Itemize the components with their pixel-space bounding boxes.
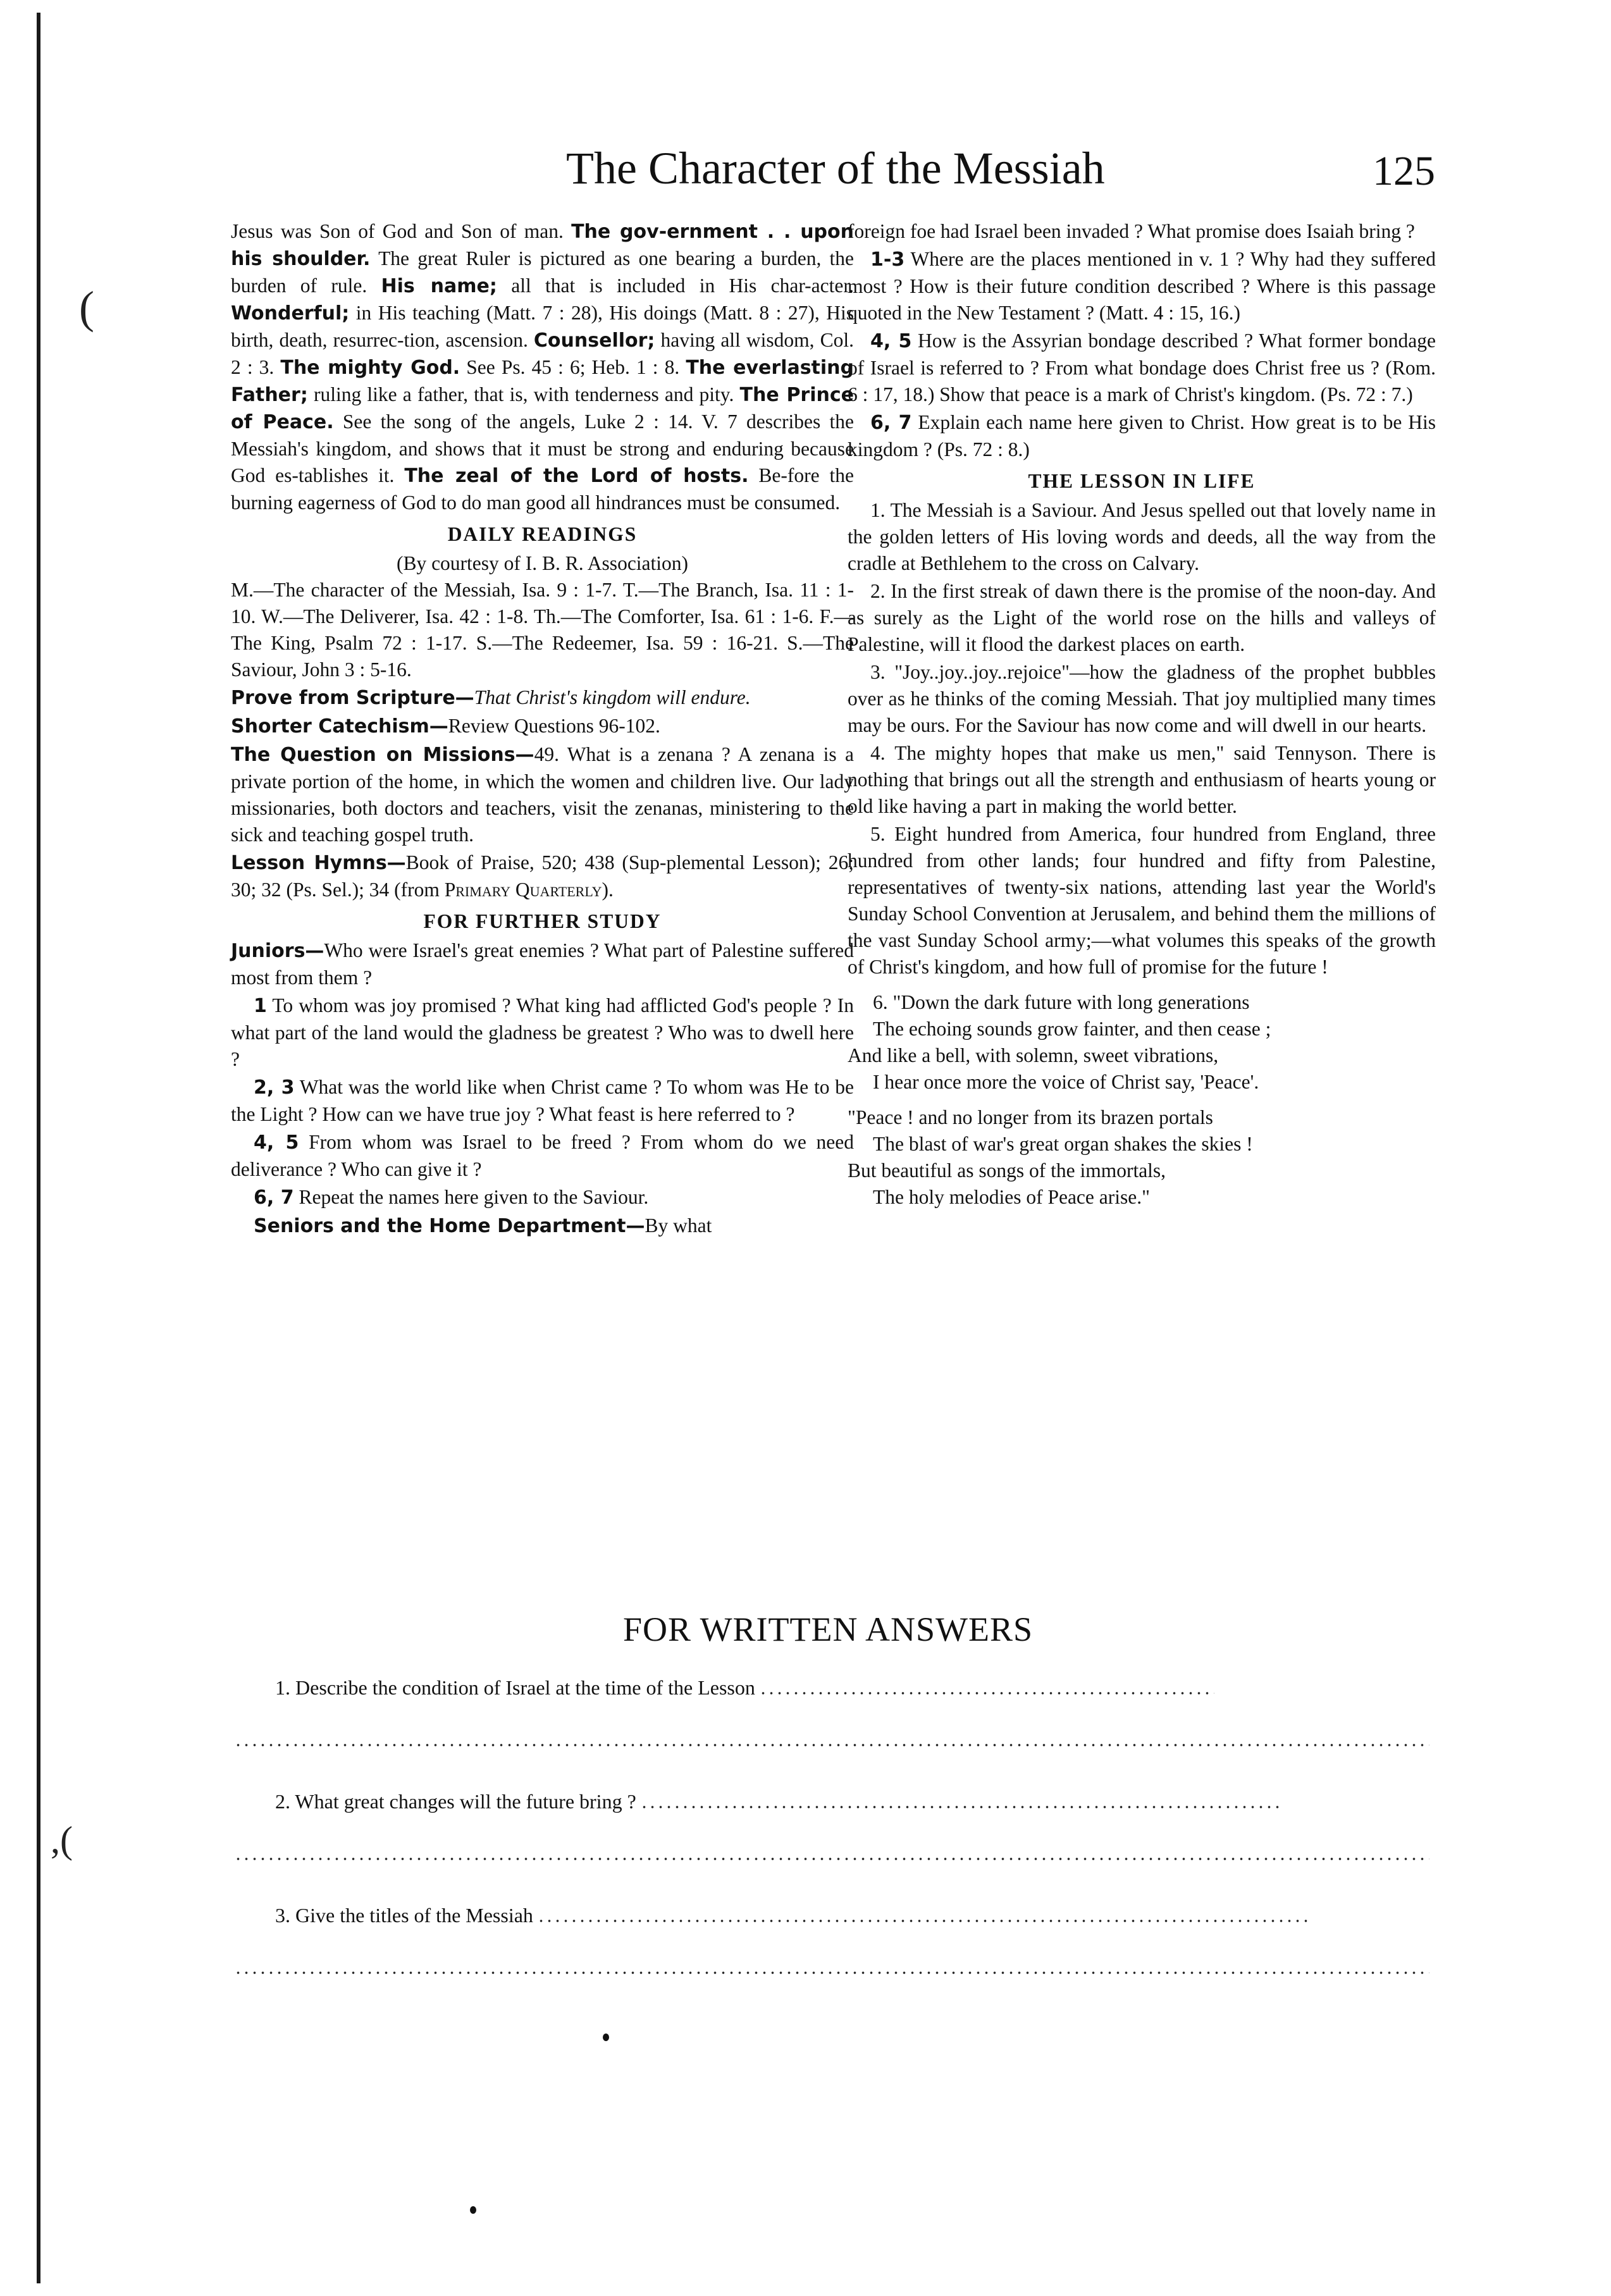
daily-readings-list: M.—The character of the Messiah, Isa. 9 : 1-7. T.—The Branch, Isa. 11 : 1-10. W.—The Deliverer, Isa. 42 : 1-8. Th.—The Comforter, Isa. 61 : 1-6. F.—The King, Psalm 72 : 1-17. S.—The Redeemer, Isa. 59 : 16-21. S.—The Saviour, John 3 : 5-16. <box>231 579 854 681</box>
poem <box>848 989 1436 1211</box>
answer-line-2[interactable] <box>234 1858 1429 1860</box>
senior-question: 6, 7 Explain each name here given to Christ. How great is to be His kingdom ? (Ps. 72 : 8.) <box>848 411 1436 460</box>
answer-line-1[interactable] <box>234 1744 1429 1746</box>
poem-line: And like a bell, with solemn, sweet vibrations, <box>848 1044 1219 1066</box>
page-number: 125 <box>1373 148 1435 194</box>
poem-line: I hear once more the voice of Christ say, 'Peace'. <box>873 1071 1259 1093</box>
prove-from-scripture: Prove from Scripture—That Christ's kingdom will endure. <box>231 686 751 709</box>
written-question-3: 3. Give the titles of the Messiah <box>275 1904 1309 1927</box>
poem-line: The echoing sounds grow fainter, and then cease ; <box>873 1018 1271 1040</box>
left-column <box>231 218 854 1241</box>
life-paragraph: 2. In the first streak of dawn there is the promise of the noon-day. And as surely as the Light of the world rose on the hills and valleys of Palestine, will it flood the darkest places on earth. <box>848 580 1436 655</box>
written-question-2: 2. What great changes will the future bring ? <box>275 1790 1279 1813</box>
ink-speck <box>470 2206 476 2214</box>
shorter-catechism: Shorter Catechism—Review Questions 96-102. <box>231 715 660 738</box>
junior-question: 1 To whom was joy promised ? What king had afflicted God's people ? In what part of the land would the gladness be greatest ? Who was to dwell here ? <box>231 994 854 1070</box>
junior-question: 2, 3 What was the world like when Christ came ? To whom was He to be the Light ? How can we have true joy ? What feast is here referred to ? <box>231 1076 855 1125</box>
left-margin-rule <box>37 13 40 2283</box>
written-answers-title: FOR WRITTEN ANSWERS <box>623 1610 1034 1648</box>
junior-question: 4, 5 From whom was Israel to be freed ? From whom do we need deliverance ? Who can give it ? <box>231 1131 855 1180</box>
poem-line: But beautiful as songs of the immortals, <box>848 1159 1166 1182</box>
life-paragraph: 4. The mighty hopes that make us men," said Tennyson. There is nothing that brings out all the strength and enthusiasm of hearts young or old like having a part in making the world better. <box>848 742 1436 817</box>
ink-speck <box>603 2034 609 2041</box>
question-on-missions: The Question on Missions—49. What is a zenana ? A zenana is a private portion of the home, in which the women and children live. Our lady missionaries, both doctors and teachers, visit the zenanas, ministering to the sick and teaching gospel truth. <box>231 743 854 846</box>
life-paragraph: 5. Eight hundred from America, four hundred from England, three hundred from other lands; four hundred and fifty from Palestine, representatives of twenty-six nations, attending last year the World's Sunday School Convention at Jerusalem, and behind them the millions of the vast Sunday School army;—what volumes this speaks of the growth of Christ's kingdom, and how full of promise for the future ! <box>848 823 1436 978</box>
poem-line: 6. "Down the dark future with long generations <box>873 991 1250 1013</box>
life-paragraph: 1. The Messiah is a Saviour. And Jesus spelled out that lovely name in the golden letters of His loving words and deeds, all the way from the cradle at Bethlehem to the cross on Calvary. <box>848 499 1436 574</box>
page-title: The Character of the Messiah <box>566 143 1105 194</box>
senior-question: 1-3 Where are the places mentioned in v. 1 ? Why had they suffered most ? How is their future condition described ? Where is this passage quoted in the New Testament ? (Matt. 4 : 15, 16.) <box>848 248 1436 324</box>
margin-mark-lower: ,( <box>51 1819 73 1861</box>
juniors-intro: Juniors—Who were Israel's great enemies ? What part of Palestine suffered most from them ? <box>231 939 854 989</box>
poem-line: The holy melodies of Peace arise." <box>873 1186 1150 1208</box>
seniors-continued: foreign foe had Israel been invaded ? What promise does Isaiah bring ? <box>848 220 1415 242</box>
margin-mark: ( <box>79 282 94 333</box>
poem-line: "Peace ! and no longer from its brazen portals <box>848 1106 1213 1128</box>
daily-readings-courtesy: (By courtesy of I. B. R. Association) <box>396 552 689 574</box>
written-question-1: 1. Describe the condition of Israel at the time of the Lesson <box>275 1676 1214 1700</box>
answer-line-3[interactable] <box>234 1972 1429 1974</box>
lesson-in-life-heading: THE LESSON IN LIFE <box>1028 470 1256 492</box>
right-column <box>848 218 1436 1211</box>
lesson-exposition: Jesus was Son of God and Son of man. The gov-ernment . . upon his shoulder. The great Ruler is pictured as one bearing a burden, the burden of rule. His name; all that is included in His char-acter. Wonderful; in His teaching (Matt. 7 : 28), His doings (Matt. 8 : 27), His birth, death, resurrec-tion, ascension. Counsellor; having all wisdom, Col. 2 : 3. The mighty God. See Ps. 45 : 6; Heb. 1 : 8. The everlasting Father; ruling like a father, that is, with tenderness and pity. The Prince of Peace. See the song of the angels, Luke 2 : 14. V. 7 describes the Messiah's kingdom, and shows that it must be strong and enduring because God es-tablishes it. The zeal of the Lord of hosts. Be-fore the burning eagerness of God to do man good all hindrances must be consumed. <box>231 220 855 514</box>
seniors-intro: Seniors and the Home Department—By what <box>254 1214 712 1237</box>
life-paragraph: 3. "Joy..joy..joy..rejoice"—how the gladness of the prophet bubbles over as he thinks of the coming Messiah. That joy multiplied many times may be ours. For the Saviour has now come and will dwell in our hearts. <box>848 661 1436 736</box>
daily-readings-heading: DAILY READINGS <box>447 523 638 545</box>
junior-question: 6, 7 Repeat the names here given to the Saviour. <box>254 1186 649 1209</box>
further-study-heading: FOR FURTHER STUDY <box>423 910 662 932</box>
poem-line: The blast of war's great organ shakes the skies ! <box>873 1133 1253 1155</box>
lesson-hymns: Lesson Hymns—Book of Praise, 520; 438 (Sup-plemental Lesson); 26; 30; 32 (Ps. Sel.); 34 (from Primary Quarterly). <box>231 851 854 901</box>
running-header <box>0 142 1611 199</box>
senior-question: 4, 5 How is the Assyrian bondage described ? What former bondage of Israel is referred to ? From what bondage does Christ free us ? (Rom. 6 : 17, 18.) Show that peace is a mark of Christ's kingdom. (Ps. 72 : 7.) <box>848 330 1436 405</box>
